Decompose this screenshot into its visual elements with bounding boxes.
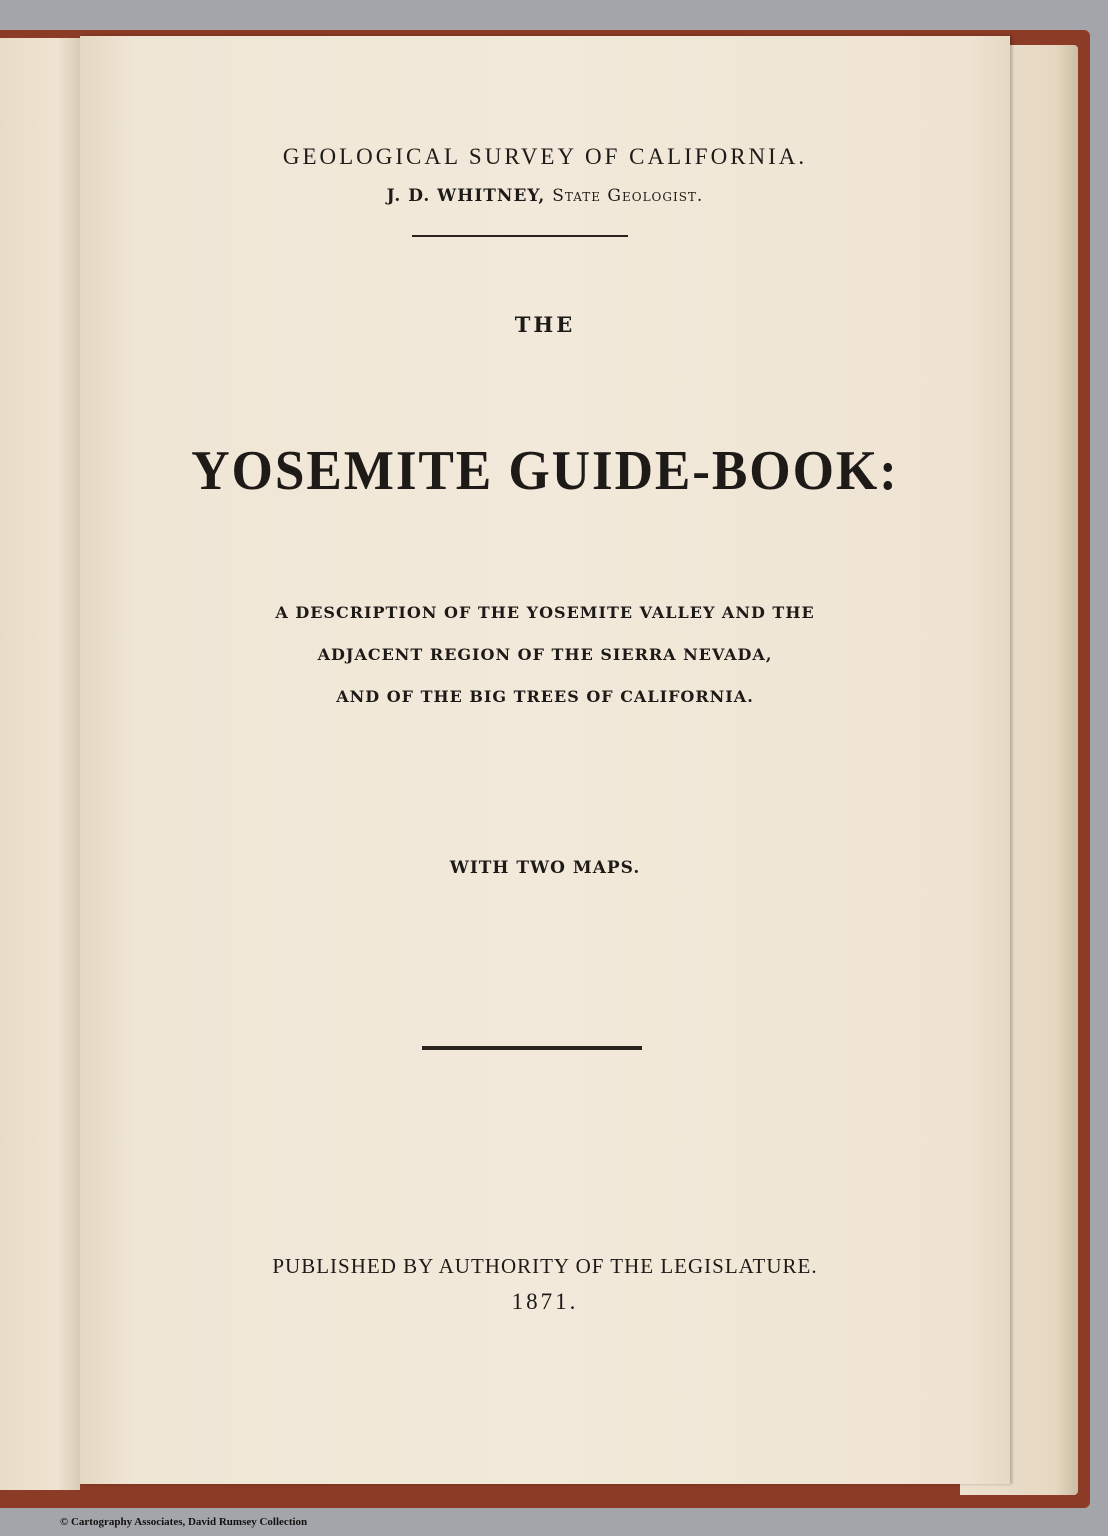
description-line: ADJACENT REGION OF THE SIERRA NEVADA, <box>317 645 773 664</box>
description <box>80 592 1010 718</box>
maps-note: WITH TWO MAPS. <box>449 858 641 878</box>
the-heading: THE <box>514 312 576 337</box>
title-page <box>80 36 1010 1484</box>
description-line: AND OF THE BIG TREES OF CALIFORNIA. <box>336 687 754 706</box>
publisher-line: PUBLISHED BY AUTHORITY OF THE LEGISLATURE. <box>272 1254 818 1278</box>
bottom-rule <box>422 1046 642 1050</box>
author-name: J. D. WHITNEY, <box>386 186 546 206</box>
copyright-credit: © Cartography Associates, David Rumsey Collection <box>60 1516 308 1528</box>
author-role: State Geologist. <box>552 186 704 206</box>
description-line: A DESCRIPTION OF THE YOSEMITE VALLEY AND THE <box>275 603 815 622</box>
left-page <box>0 38 80 1490</box>
publication-year: 1871. <box>511 1289 579 1314</box>
author-line <box>80 186 1010 206</box>
survey-header: GEOLOGICAL SURVEY OF CALIFORNIA. <box>282 144 808 169</box>
top-rule <box>412 235 628 237</box>
book-title: YOSEMITE GUIDE-BOOK: <box>191 440 899 502</box>
